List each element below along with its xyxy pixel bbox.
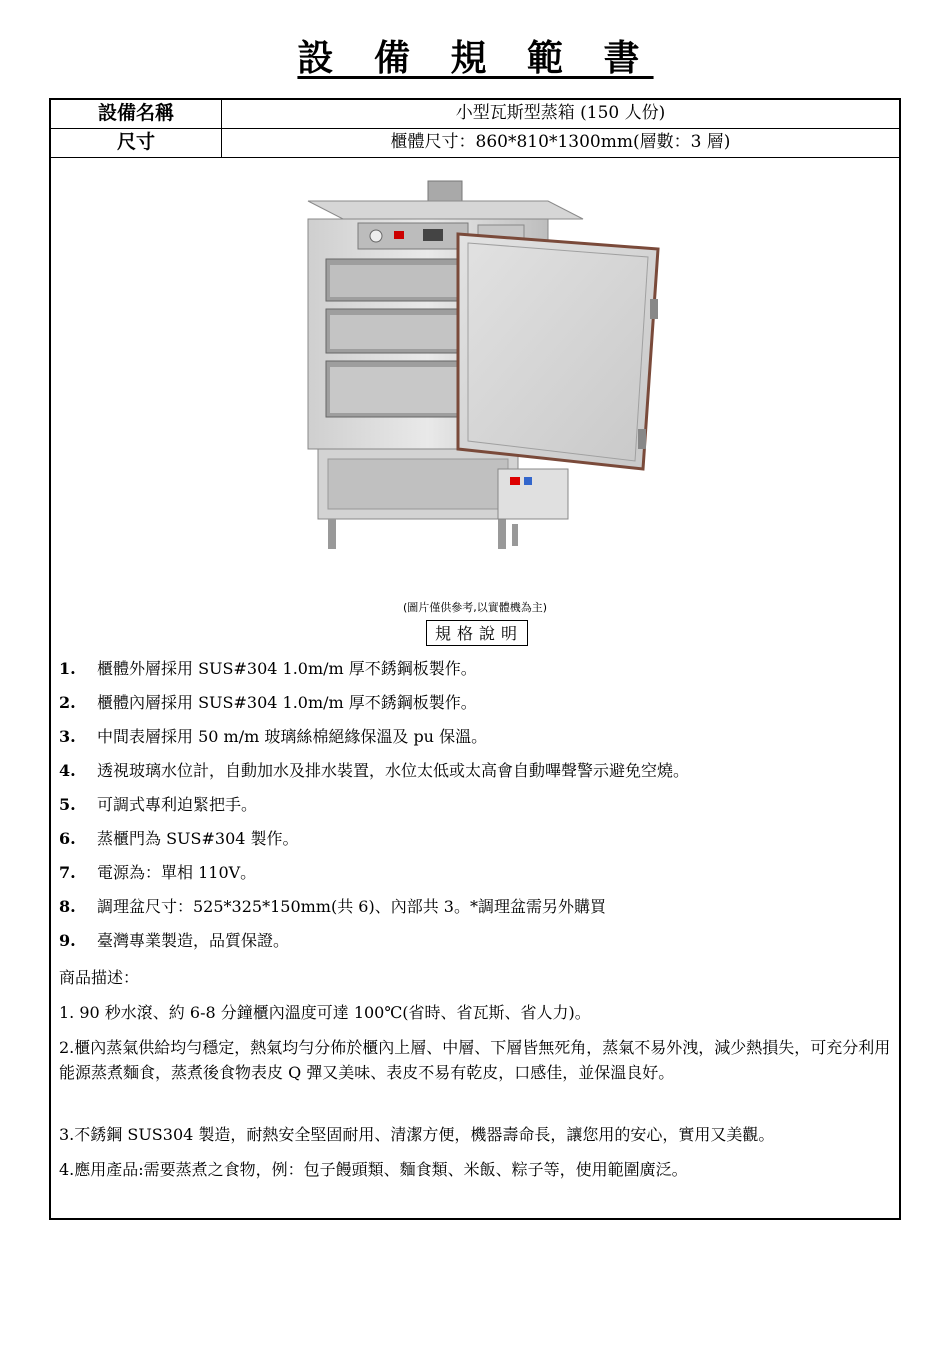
item-number: 1. (59, 659, 76, 678)
item-number: 7. (59, 863, 76, 882)
description-paragraph-1: 1. 90 秒水滾、約 6-8 分鐘櫃內溫度可達 100℃(省時、省瓦斯、省人力)。 (59, 1003, 591, 1022)
image-caption: (圖片僅供參考,以實體機為主) (402, 601, 548, 614)
item-number: 9. (59, 931, 76, 950)
list-item (59, 657, 889, 691)
description-heading: 商品描述： (59, 968, 140, 987)
description-paragraph-2: 2.櫃內蒸氣供給均勻穩定，熱氣均勻分佈於櫃內上層、中層、下層皆無死角，蒸氣不易外洩，減少熱損失，可充分利用能源蒸煮麵食，蒸煮後食物表皮 Q 彈又美味、表皮不易有乾皮，口感佳，並保溫良好。 (59, 1038, 891, 1082)
steamer-photo (298, 179, 668, 579)
list-item (59, 827, 889, 861)
item-text: 調理盆尺寸：525*325*150mm(共 6)、內部共 3。*調理盆需另外購買 (97, 897, 606, 916)
document-title: 設 備 規 範 書 (297, 38, 654, 79)
description-paragraph-3: 3.不銹鋼 SUS304 製造，耐熱安全堅固耐用、清潔方便，機器壽命長，讓您用的安心，實用又美觀。 (59, 1125, 775, 1144)
name-row (51, 100, 899, 129)
item-number: 3. (59, 727, 76, 746)
size-row (51, 129, 899, 158)
spec-heading: 規格說明 (426, 620, 528, 646)
item-text: 可調式專利迫緊把手。 (97, 795, 258, 814)
list-item (59, 691, 889, 725)
spec-frame (49, 98, 901, 1220)
size-value: 櫃體尺寸：860*810*1300mm(層數：3 層) (390, 132, 731, 152)
size-label: 尺寸 (51, 129, 222, 157)
list-item (59, 793, 889, 827)
item-number: 2. (59, 693, 76, 712)
item-text: 電源為：單相 110V。 (97, 863, 257, 882)
item-number: 4. (59, 761, 76, 780)
name-value: 小型瓦斯型蒸箱 (150 人份) (455, 103, 666, 123)
item-number: 8. (59, 897, 76, 916)
list-item (59, 895, 889, 929)
spec-list (59, 657, 889, 963)
item-text: 櫃體內層採用 SUS#304 1.0m/m 厚不銹鋼板製作。 (97, 693, 477, 712)
name-label: 設備名稱 (51, 100, 222, 128)
list-item (59, 929, 889, 963)
list-item (59, 759, 889, 793)
item-text: 蒸櫃門為 SUS#304 製作。 (97, 829, 299, 848)
item-number: 6. (59, 829, 76, 848)
list-item (59, 861, 889, 895)
item-number: 5. (59, 795, 76, 814)
item-text: 櫃體外層採用 SUS#304 1.0m/m 厚不銹鋼板製作。 (97, 659, 477, 678)
list-item (59, 725, 889, 759)
description-paragraph-4: 4.應用產品:需要蒸煮之食物，例：包子饅頭類、麵食類、米飯、粽子等，使用範圍廣泛。 (59, 1160, 688, 1179)
item-text: 臺灣專業製造，品質保證。 (97, 931, 290, 950)
item-text: 中間表層採用 50 m/m 玻璃絲棉絕緣保溫及 pu 保溫。 (97, 727, 488, 746)
item-text: 透視玻璃水位計，自動加水及排水裝置，水位太低或太高會自動嗶聲警示避免空燒。 (97, 761, 690, 780)
